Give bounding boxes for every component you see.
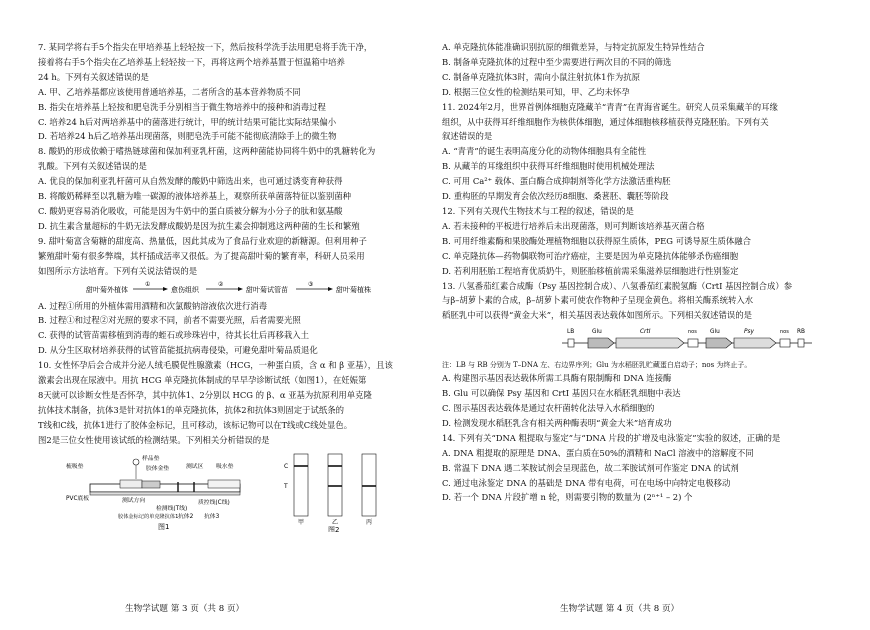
question-14-option-a: A. DNA 粗提取的原理是 DNA、蛋白质在50%的酒精和 NaCl 溶液中的溶解度不同 <box>442 447 754 458</box>
question-10-figures <box>38 448 430 532</box>
question-13-option-b: B. Glu 可以确保 Psy 基因和 CrtI 基因只在水稻胚乳细胞中表达 <box>442 388 681 399</box>
question-13-option-d: D. 检测发现水稻胚乳含有相关两种酶表明“黄金大米”培育成功 <box>442 417 672 428</box>
label-gold-pad: 胶体金垫 <box>146 465 170 472</box>
flow-step-1: ① <box>145 280 151 288</box>
question-11-stem-line-1: 11. 2024年2月，世界首例体细胞克隆藏羊“青青”在青海省诞生。研究人员采集藏羊的耳缘 <box>442 101 778 112</box>
question-13-diagram-note: 注：LB 与 RB 分别为 T–DNA 左、右边界序列；Glu 为水稻胚乳贮藏蛋白启动子；nos 为终止子。 <box>442 361 752 370</box>
figure-2-caption: 图2 <box>328 525 340 532</box>
label-wick: 梳吸垫 <box>66 463 84 470</box>
label-nos-1: nos <box>688 329 697 336</box>
question-14-option-b: B. 常温下 DNA 遇二苯胺试剂会呈现蓝色，故二苯胺试剂可作鉴定 DNA 的试剂 <box>442 462 739 473</box>
label-nos-2: nos <box>780 329 789 336</box>
label-c-line: 质控线(C线) <box>198 499 230 506</box>
glu-promoter-2 <box>706 338 732 348</box>
strip-bing <box>362 454 376 516</box>
figure-1-caption: 图1 <box>158 522 170 531</box>
label-psy: Psy <box>744 329 754 336</box>
vector-labels <box>567 329 805 335</box>
question-10-option-d: D. 根据三位女性的检测结果可知，甲、乙均未怀孕 <box>442 86 630 97</box>
psy-gene <box>734 338 776 348</box>
question-12-option-d: D. 若利用胚胎工程培育优质奶牛，则胚胎移植前需采集滋养层细胞进行性别鉴定 <box>442 265 739 276</box>
question-11-option-a: A. “青青”的诞生表明高度分化的动物体细胞具有全能性 <box>442 146 647 157</box>
lb-block <box>568 339 574 347</box>
strip-jia <box>294 454 308 516</box>
question-7-option-d: D. 若培养24 h后乙培养基出现菌落，则肥皂洗手可能不能彻底清除手上的微生物 <box>38 131 337 142</box>
question-8-stem-line-2: 乳酸。下列有关叙述错误的是 <box>38 161 147 172</box>
question-11-option-c: C. 可用 Ca²⁺ 载体、蛋白酶合成抑制剂等化学方法激活重构胚 <box>442 176 671 187</box>
pvc-backing <box>90 492 240 495</box>
question-13-option-c: C. 图示基因表达载体是通过农杆菌转化法导入水稻细胞的 <box>442 403 655 414</box>
question-13-stem-line-3: 稻胚乳中可以获得“黄金大米”，相关基因表达载体如图所示。下列相关叙述错误的是 <box>442 310 753 321</box>
question-12-stem: 12. 下列有关现代生物技术与工程的叙述，错误的是 <box>442 205 634 216</box>
question-8-option-b: B. 将酸奶稀释至以乳糖为唯一碳源的液体培养基上，观察所获单菌落特征以鉴别菌种 <box>38 191 351 202</box>
question-9-stem-line-3: 如图所示方法培育。下列有关说法错误的是 <box>38 265 198 276</box>
absorbent-pad <box>208 480 240 488</box>
label-antibody-3: 抗体3 <box>204 513 220 520</box>
question-9-stem-line-1: 9. 甜叶菊富含菊糖的甜度高、热量低，因此其成为了食品行业欢迎的新糖源。但利用种子 <box>38 235 367 246</box>
label-sample-pad: 样品垫 <box>142 455 160 462</box>
label-crti: CrtI <box>640 329 651 336</box>
question-10-stem-line-1: 10. 女性怀孕后会合成并分泌人绒毛膜促性腺激素（HCG，一种蛋白质，含 α 和 β 亚基），且该 <box>38 360 393 371</box>
footer-page-4: 生物学试题 第 4 页（共 8 页） <box>560 604 680 614</box>
question-10-option-c: C. 制备单克隆抗体3时，需向小鼠注射抗体1作为抗原 <box>442 71 640 82</box>
question-11-option-d: D. 重构胚的早期发育会依次经历8细胞、桑葚胚、囊胚等阶段 <box>442 191 669 202</box>
flow-mid-1: 愈伤组织 <box>171 285 199 294</box>
label-glu-2: Glu <box>710 329 720 336</box>
question-8-stem-line-1: 8. 酸奶的形成依赖于嗜热链球菌和保加利亚乳杆菌，这两种菌能协同将牛奶中的乳糖转化为 <box>38 146 376 157</box>
question-10-stem-line-6: 图2是三位女性使用该试纸的检测结果。下列相关分析错误的是 <box>38 434 270 445</box>
label-antibody-2: 抗体2 <box>178 513 194 520</box>
flow-arrowhead-3 <box>328 287 333 291</box>
question-10-stem-line-5: T线和C线，抗体1进行了胶体金标记，且可移动，该标记物可以在T线或C线处显色。 <box>38 419 353 430</box>
person-bing: 丙 <box>366 518 373 526</box>
flow-arrowhead-2 <box>238 287 243 291</box>
footer-page-3: 生物学试题 第 3 页（共 8 页） <box>125 604 245 614</box>
label-pvc: PVC底板 <box>66 495 90 502</box>
figure-2 <box>283 454 376 532</box>
question-7-option-a: A. 甲、乙培养基都应该使用普通培养基，二者所含的基本营养物质不同 <box>38 86 301 97</box>
person-jia: 甲 <box>298 518 305 526</box>
question-14-option-c: C. 通过电泳鉴定 DNA 的基础是 DNA 带有电荷，可在电场中向特定电极移动 <box>442 477 731 488</box>
label-antibody-1: 胶体金标记的单克隆抗体1 <box>118 513 179 520</box>
flow-diagram-svg <box>38 279 430 299</box>
nos-terminator-1 <box>688 339 698 347</box>
question-7-stem-line-3: 24 h。下列有关叙述错误的是 <box>38 71 149 82</box>
label-rb: RB <box>797 329 806 336</box>
question-9-option-c: C. 获得的试管苗需移植到消毒的蛭石或珍珠岩中，待其长壮后再移栽入土 <box>38 330 310 341</box>
strip-yi <box>328 454 342 516</box>
question-9-flow-diagram <box>38 279 430 299</box>
fig2-c-label: C <box>284 462 289 470</box>
gold-pad <box>142 481 160 488</box>
right-column <box>442 40 840 505</box>
question-10-stem-line-2: 激素会出现在尿液中。用抗 HCG 单克隆抗体制成的早早孕诊断试纸（如图1），在妊娠第 <box>38 375 367 386</box>
person-yi: 乙 <box>332 518 339 526</box>
label-absorbent: 吸水垫 <box>216 463 234 470</box>
rb-block <box>798 339 804 347</box>
crti-gene <box>616 338 684 348</box>
question-11-stem-line-2: 组织，从中获得耳纤维细胞作为核供体细胞，通过体细胞核移植获得克隆胚胎。下列有关 <box>442 116 769 127</box>
question-14-stem: 14. 下列有关“DNA 粗提取与鉴定”与“DNA 片段的扩增及电泳鉴定”实验的叙述，正确的是 <box>442 432 781 443</box>
question-7-option-c: C. 培养24 h后对两培养基中的菌落进行统计，甲的统计结果可能比实际结果偏小 <box>38 116 337 127</box>
question-13-vector-diagram <box>442 323 840 359</box>
label-test-zone: 测试区 <box>186 463 204 470</box>
sample-pad <box>120 480 142 488</box>
question-11-stem-line-3: 叙述错误的是 <box>442 131 493 142</box>
label-t-line: 检测线(T线) <box>156 505 188 512</box>
question-12-option-b: B. 可用纤维素酶和果胶酶处理植物细胞以获得原生质体，PEG 可诱导原生质体融合 <box>442 235 751 246</box>
question-8-option-c: C. 酸奶更容易消化吸收，可能是因为牛奶中的蛋白质被分解为小分子的肽和氨基酸 <box>38 205 343 216</box>
flow-start: 甜叶菊外植体 <box>86 285 128 294</box>
question-10-option-b: B. 制备单克隆抗体的过程中至少需要进行两次目的不同的筛选 <box>442 56 672 67</box>
question-9-option-d: D. 从分生区取材培养获得的试管苗能抵抗病毒侵染，可避免甜叶菊品质退化 <box>38 345 318 356</box>
flow-mid-2: 甜叶菊试管苗 <box>246 285 288 294</box>
glu-promoter-1 <box>588 338 614 348</box>
flow-arrowhead-1 <box>163 287 168 291</box>
question-13-stem-line-1: 13. 八氢番茄红素合成酶（Psy 基因控制合成）、八氢番茄红素脱氢酶（CrtI 基因控制合成）参 <box>442 280 793 291</box>
question-7-stem-line-1: 7. 某同学将右手5个指尖在甲培养基上轻轻按一下，然后按科学洗手法用肥皂将手洗干净， <box>38 42 373 52</box>
label-glu-1: Glu <box>592 329 602 336</box>
question-9-option-a: A. 过程①所用的外植体需用酒精和次氯酸钠溶液依次进行消毒 <box>38 300 268 311</box>
nos-terminator-2 <box>780 339 790 347</box>
question-7-option-b: B. 指尖在培养基上轻按和肥皂洗手分别相当于微生物培养中的接种和消毒过程 <box>38 101 326 112</box>
question-8-option-d: D. 抗生素含量超标的牛奶无法发酵成酸奶是因为抗生素会抑制逃这两种菌的生长和繁殖 <box>38 220 360 231</box>
question-10-stem-line-3: 8天就可以诊断女性是否怀孕，其中抗体1、2分别以 HCG 的 β、α 亚基为抗原利用单克隆 <box>38 389 372 400</box>
flow-step-3: ③ <box>308 280 314 288</box>
question-10-option-a: A. 单克隆抗体能准确识别抗原的细微差异，与特定抗原发生特异性结合 <box>442 42 705 52</box>
question-9-option-b: B. 过程①和过程②对光照的要求不同，前者不需要光照，后者需要光照 <box>38 315 301 326</box>
question-13-stem-line-2: 与β–胡萝卜素的合成，β–胡萝卜素可使农作物种子呈现金黄色。将相关酶系统转入水 <box>442 295 754 306</box>
question-7-stem-line-2: 接着将右手5个指尖在乙培养基上轻轻按一下，再将这两个培养基置于恒温箱中培养 <box>38 56 345 67</box>
label-lb: LB <box>567 329 575 336</box>
question-10-stem-line-4: 抗体技术制备，抗体3是针对抗体1的单克隆抗体，抗体2和抗体3则固定于试纸条的 <box>38 404 345 415</box>
question-8-option-a: A. 优良的保加利亚乳杆菌可从自然发酵的酸奶中筛选出来，也可通过诱变育种获得 <box>38 176 343 187</box>
question-11-option-b: B. 从藏羊的耳缘组织中获得耳纤维细胞时使用机械处理法 <box>442 161 655 172</box>
fig2-t-label: T <box>284 482 288 490</box>
flow-end: 甜叶菊植株 <box>336 285 371 294</box>
question-14-option-d: D. 若一个 DNA 片段扩增 n 轮，则需要引物的数量为 (2ⁿ⁺¹ – 2) 个 <box>442 492 693 503</box>
question-12-option-a: A. 若未接种的平板进行培养后未出现菌落，则可判断该培养基灭菌合格 <box>442 220 705 231</box>
label-direction: 测试方向 <box>122 497 146 504</box>
question-13-option-a: A. 构建图示基因表达载体所需工具酶有限制酶和 DNA 连接酶 <box>442 373 672 384</box>
question-12-option-c: C. 单克隆抗体—药物偶联物可治疗癌症，主要是因为单克隆抗体能够杀伤癌细胞 <box>442 250 739 261</box>
flow-step-2: ② <box>218 280 224 288</box>
left-column <box>38 40 430 532</box>
question-9-stem-line-2: 繁殖甜叶菊有很多弊端，其杆插成活率又很低。为了提高甜叶菊的繁育率，科研人员采用 <box>38 250 365 261</box>
sample-drop-icon <box>133 459 139 465</box>
